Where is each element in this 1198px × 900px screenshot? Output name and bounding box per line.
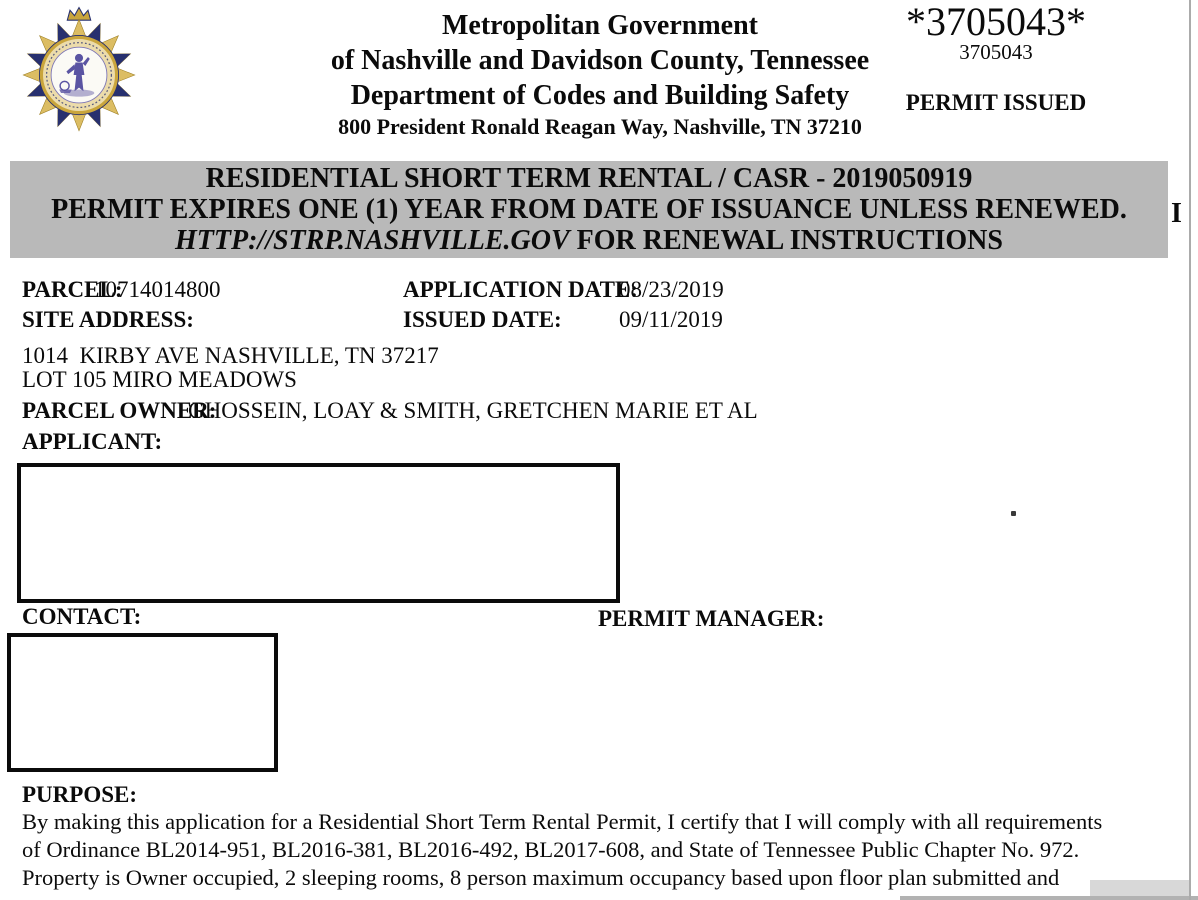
banner-renewal-line	[10, 225, 1168, 256]
purpose-text-line3: Property is Owner occupied, 2 sleeping rooms, 8 person maximum occupancy based upon floor plan submitted and	[22, 865, 1060, 890]
purpose-text-line2: of Ordinance BL2014-951, BL2016-381, BL2016-492, BL2017-608, and State of Tennessee Public Chapter No. 972.	[22, 837, 1080, 862]
renewal-url: HTTP://STRP.NASHVILLE.GOV	[175, 225, 570, 256]
permit-title-banner	[10, 161, 1168, 258]
page-right-edge	[1189, 0, 1191, 900]
parcel-value: 10714014800	[94, 277, 221, 302]
applicant-label: APPLICANT:	[22, 429, 163, 454]
renewal-instructions-text: FOR RENEWAL INSTRUCTIONS	[569, 225, 1003, 256]
site-address-line1: 1014 KIRBY AVE NASHVILLE, TN 37217	[22, 343, 439, 368]
issued-date-value: 09/11/2019	[619, 307, 723, 332]
permit-status: PERMIT ISSUED	[905, 90, 1087, 115]
issued-date-label: ISSUED DATE:	[403, 307, 562, 332]
banner-expiry-line: PERMIT EXPIRES ONE (1) YEAR FROM DATE OF ISSUANCE UNLESS RENEWED.	[51, 194, 1127, 225]
department-address: 800 President Ronald Reagan Way, Nashville, TN 37210	[338, 114, 862, 139]
permit-number-barcode: *3705043*	[906, 0, 1086, 44]
application-date-label: APPLICATION DATE:	[403, 277, 638, 302]
applicant-box	[17, 463, 620, 603]
parcel-label: PARCEL:	[22, 277, 123, 302]
banner-title-line: RESIDENTIAL SHORT TERM RENTAL / CASR - 2019050919	[205, 163, 973, 194]
purpose-label: PURPOSE:	[22, 782, 137, 807]
site-address-line2: LOT 105 MIRO MEADOWS	[22, 367, 297, 392]
page-bottom-edge	[900, 896, 1198, 900]
org-name-line2: of Nashville and Davidson County, Tennessee	[330, 45, 870, 76]
permit-manager-label: PERMIT MANAGER:	[598, 606, 825, 631]
permit-number: 3705043	[959, 40, 1033, 64]
metro-nashville-county-seal-icon	[16, 5, 142, 137]
org-name-line1: Metropolitan Government	[442, 10, 758, 41]
parcel-owner-label: PARCEL OWNER:	[22, 398, 217, 423]
scan-artifact-dot	[1011, 511, 1016, 516]
application-date-value: 08/23/2019	[619, 277, 724, 302]
site-address-label: SITE ADDRESS:	[22, 307, 194, 332]
contact-label: CONTACT:	[22, 604, 142, 629]
contact-box	[7, 633, 278, 772]
parcel-owner-value: GHOSSEIN, LOAY & SMITH, GRETCHEN MARIE ET AL	[188, 398, 758, 423]
department-name: Department of Codes and Building Safety	[350, 80, 850, 111]
purpose-text-line1: By making this application for a Residential Short Term Rental Permit, I certify that I will comply with all requirements	[22, 809, 1103, 834]
banner-clipped-character: I	[1171, 198, 1182, 229]
